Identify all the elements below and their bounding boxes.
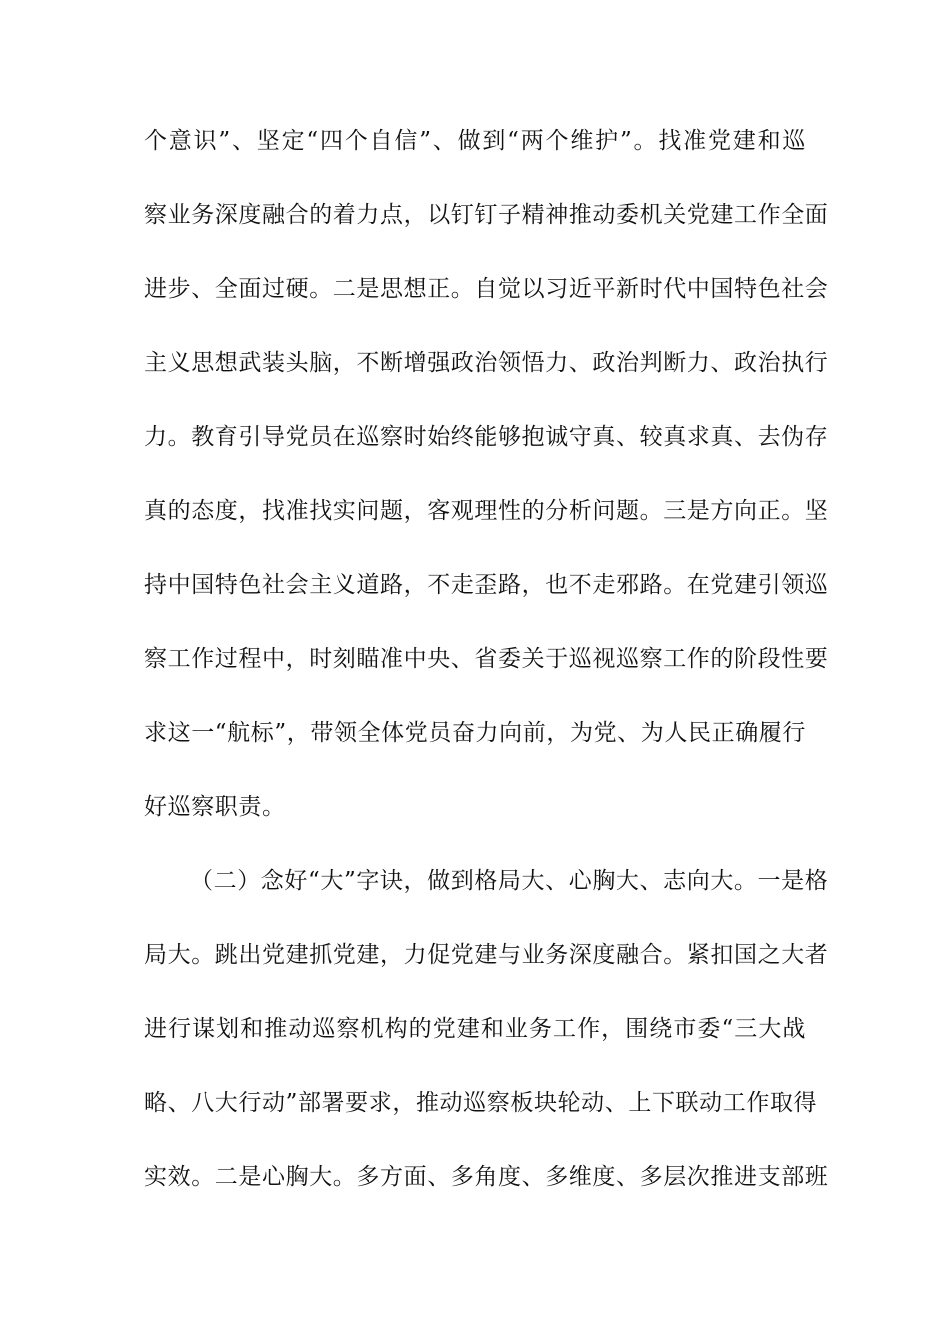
text-line: 察业务深度融合的着力点，以钉钉子精神推动委机关党建工作全面	[144, 202, 829, 228]
paragraph-end-line: 好巡察职责。	[144, 794, 286, 820]
document-body	[144, 118, 829, 1228]
text-line: 求这一“航标”，带领全体党员奋力向前，为党、为人民正确履行	[144, 720, 806, 746]
text-line: 力。教育引导党员在巡察时始终能够抱诚守真、较真求真、去伪存	[144, 424, 829, 450]
text-line: 个意识”、坚定“四个自信”、做到“两个维护”。找准党建和巡	[144, 128, 806, 154]
text-line: 主义思想武装头脑，不断增强政治领悟力、政治判断力、政治执行	[144, 350, 829, 376]
text-line: 实效。二是心胸大。多方面、多角度、多维度、多层次推进支部班	[144, 1164, 829, 1190]
text-line: 进步、全面过硬。二是思想正。自觉以习近平新时代中国特色社会	[144, 276, 829, 302]
text-line: 真的态度，找准找实问题，客观理性的分析问题。三是方向正。坚	[144, 498, 829, 524]
text-line: 察工作过程中，时刻瞄准中央、省委关于巡视巡察工作的阶段性要	[144, 646, 829, 672]
text-line: 略、八大行动”部署要求，推动巡察板块轮动、上下联动工作取得	[144, 1090, 818, 1116]
text-line: 持中国特色社会主义道路，不走歪路，也不走邪路。在党建引领巡	[144, 572, 829, 598]
text-line: 进行谋划和推动巡察机构的党建和业务工作，围绕市委“三大战	[144, 1016, 806, 1042]
section-heading-line: （二）念好“大”字诀，做到格局大、心胸大、志向大。一是格	[190, 868, 829, 894]
text-line: 局大。跳出党建抓党建，力促党建与业务深度融合。紧扣国之大者	[144, 942, 829, 968]
